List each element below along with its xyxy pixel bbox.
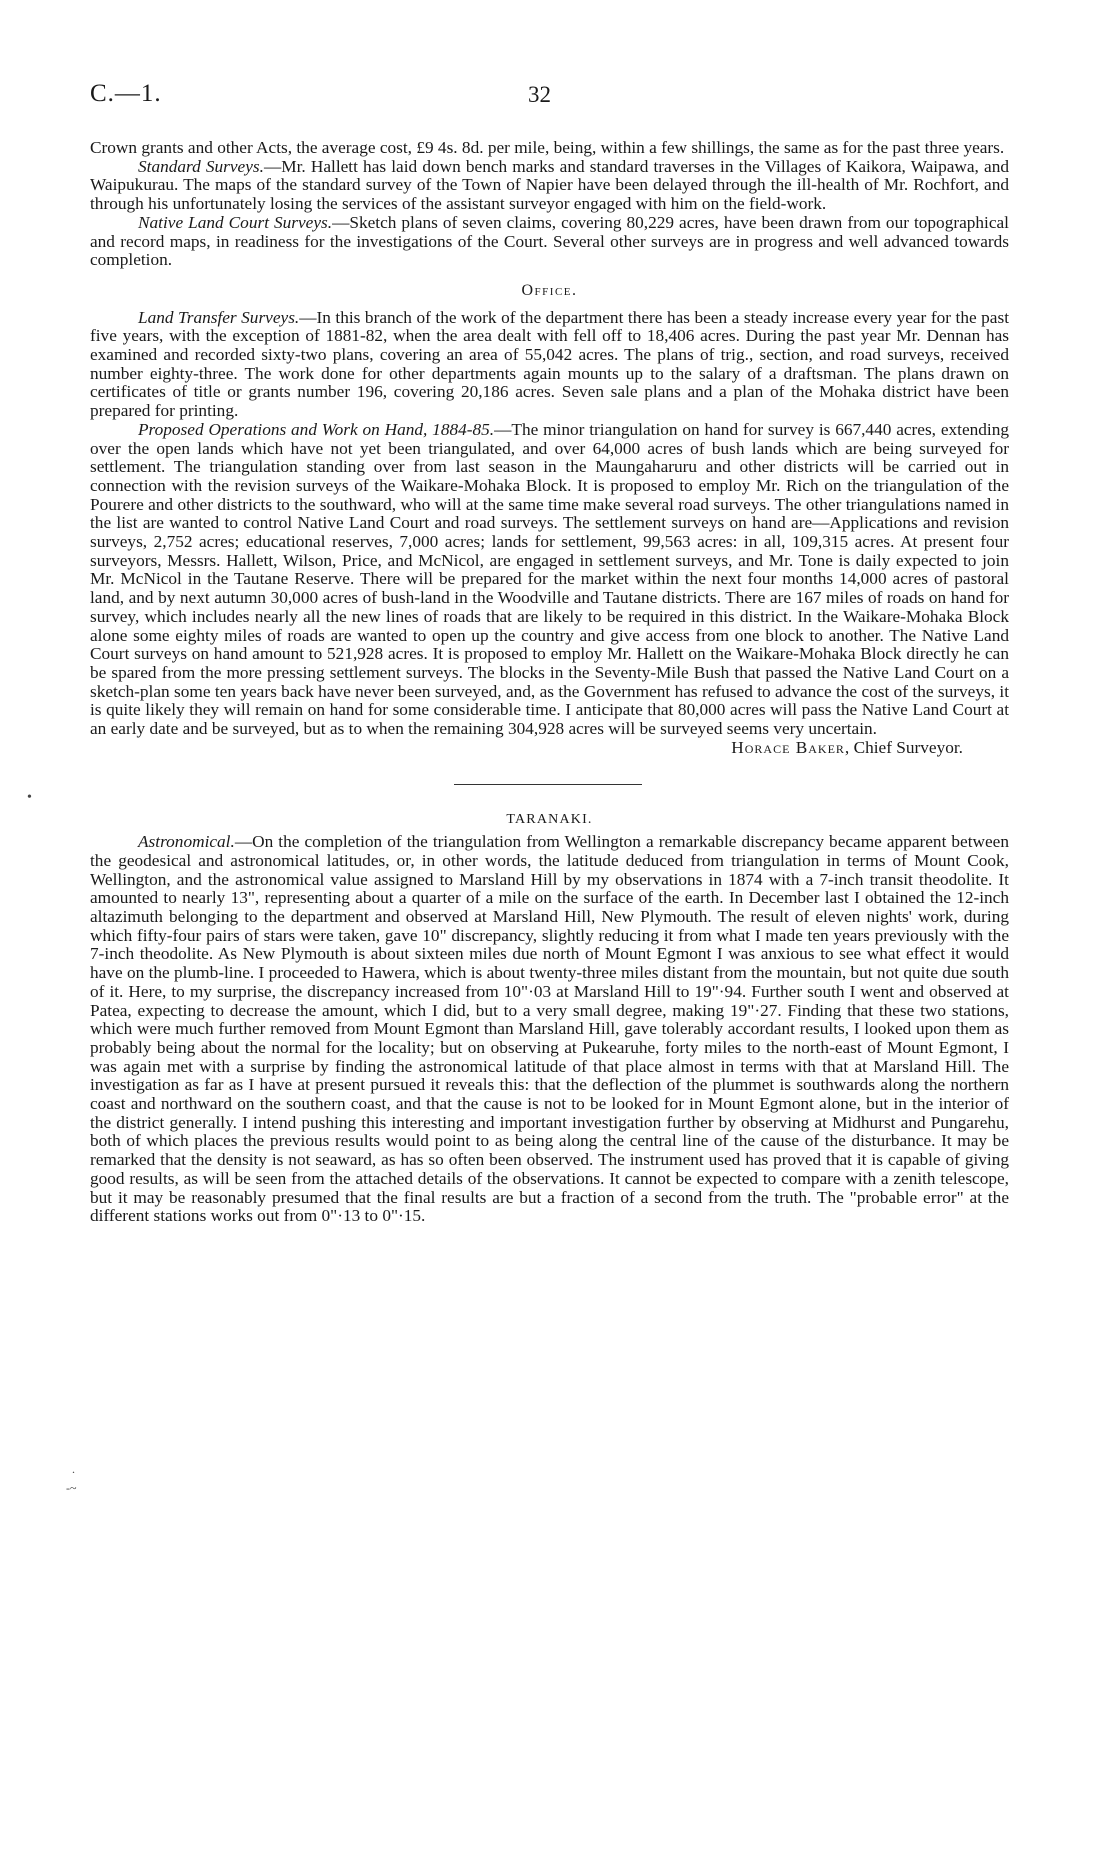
section-heading-text: TARANAKI. xyxy=(506,811,593,827)
margin-dot: • xyxy=(27,790,32,805)
signature-name: Horace Baker xyxy=(731,737,845,757)
paragraph-lead: Native Land Court Surveys. xyxy=(138,212,333,232)
paragraph: Crown grants and other Acts, the average cost, £9 4s. 8d. per mile, being, within a few shillings, the same as for the past three years. xyxy=(90,138,1005,157)
paragraph-lead: Proposed Operations and Work on Hand, 1884-85. xyxy=(138,419,495,439)
paragraph xyxy=(90,421,1009,739)
paragraph-text: —Sketch plans of seven claims, covering 80,229 acres, have been drawn from our topographical and record maps, in readiness for the investigations of the Court. Several other surveys are in progress and well advanced towards completion. xyxy=(90,212,1009,270)
paragraph xyxy=(90,214,1009,270)
section-heading-text: Office. xyxy=(521,281,578,299)
document-body xyxy=(90,139,1009,1226)
paragraph xyxy=(90,833,1009,1226)
paragraph-lead: Land Transfer Surveys. xyxy=(138,307,300,327)
page-header xyxy=(90,80,1010,120)
paragraph-text: —In this branch of the work of the department there has been a steady increase every year for the past five years, with the exception of 1881-82, when the area dealt with fell off to 18,406 acres. During the past year Mr. Dennan has examined and recorded sixty-two plans, covering an area of 55,042 acres. The plans of trig., section, and road surveys, received number eighty-three. The work done for other departments again mounts up to the salary of a draftsman. The plans drawn on certificates of title or grants number 196, covering 20,186 acres. Seven sale plans and a plan of the Mohaka district have been prepared for printing. xyxy=(90,307,1009,421)
margin-mark: . xyxy=(72,1462,75,1476)
signature-title: , Chief Surveyor. xyxy=(844,737,963,757)
document-reference: C.—1. xyxy=(90,80,162,107)
section-divider xyxy=(454,784,642,785)
margin-mark: -~ xyxy=(66,1481,77,1495)
paragraph xyxy=(90,309,1009,421)
page-number: 32 xyxy=(528,82,551,107)
signature xyxy=(90,739,1009,758)
section-heading xyxy=(90,282,1009,302)
paragraph-text: —The minor triangulation on hand for survey is 667,440 acres, extending over the open lands which have not yet been triangulated, and over 64,000 acres of bush lands which are being surveyed for settlement. The triangulation standing over from last season in the Maungaharuru and other districts will be carried out in connection with the revision surveys of the Waikare-Mohaka Block. It is proposed to employ Mr. Rich on the triangulation of the Pourere and other districts to the southward, who will at the same time make several road surveys. The other triangulations named in the list are wanted to control Native Land Court and road surveys. The settlement surveys on hand are—Applications and revision surveys, 2,752 acres; educational reserves, 7,000 acres; lands for settlement, 99,563 acres: in all, 109,315 acres. At present four surveyors, Messrs. Hallett, Wilson, Price, and McNicol, are engaged in settlement surveys, and Mr. Tone is daily expected to join Mr. McNicol in the Tautane Reserve. There will be prepared for the market within the next four months 14,000 acres of pastoral land, and by next autumn 30,000 acres of bush-land in the Woodville and Tautane districts. There are 167 miles of roads on hand for survey, which includes nearly all the new lines of roads that are likely to be required in this district. In the Waikare-Mohaka Block alone some eighty miles of roads are wanted to open up the country and give access from one block to another. The Native Land Court surveys on hand amount to 521,928 acres. It is proposed to employ Mr. Hallett on the Waikare-Mohaka Block directly he can be spared from the more pressing settlement surveys. The blocks in the Seventy-Mile Bush that passed the Native Land Court on a sketch-plan some ten years back have never been surveyed, and, as the Government has refused to advance the cost of the surveys, it is quite likely they will remain on hand for some considerable time. I anticipate that 80,000 acres will pass the Native Land Court at an early date and be surveyed, but as to when the remaining 304,928 acres will be surveyed seems very uncertain. xyxy=(90,419,1009,739)
paragraph-text: —On the completion of the triangulation from Wellington a remarkable discrepancy became apparent between the geodesical and astronomical latitudes, or, in other words, the latitude deduced from triangulation in terms of Mount Cook, Wellington, and the astronomical value assigned to Marsland Hill by my observations in 1874 with a 7-inch transit theodolite. It amounted to nearly 13", representing about a quarter of a mile on the surface of the earth. In December last I obtained the 12-inch altazimuth belonging to the department and observed at Marsland Hill, New Plymouth. The result of eleven nights' work, during which fifty-four pairs of stars were taken, gave 10" discrepancy, slightly reducing it from what I made ten years previously with the 7-inch theodolite. As New Plymouth is about sixteen miles due north of Mount Egmont I was anxious to see what effect it would have on the plumb-line. I proceeded to Hawera, which is about twenty-three miles distant from the mountain, but not quite due south of it. Here, to my surprise, the discrepancy increased from 10"·03 at Marsland Hill to 19"·94. Further south I went and observed at Patea, expecting to decrease the amount, which I did, but to a very small degree, making 19"·27. Finding that these two stations, which were much further removed from Mount Egmont than Marsland Hill, gave tolerably accordant results, I looked upon them as probably being about the normal for the locality; but on observing at Pukearuhe, forty miles to the north-east of Mount Egmont, I was again met with a surprise by finding the astronomical latitude of that place almost in terms with that at Marsland Hill. The investigation as far as I have at present pursued it reveals this: that the deflection of the plummet is southwards along the northern coast and northward on the southern coast, and that the cause is not to be looked for in Mount Egmont alone, but in the interior of the district generally. I intend pushing this interesting and important investigation further by observing at Midhurst and Pungarehu, both of which places the previous results would point to as being along the central line of the cause of the disturbance. It may be remarked that the density is not seaward, as has so often been observed. The instrument used has proved that it is capable of giving good results, as will be seen from the attached details of the observations. It cannot be expected to compare with a zenith telescope, but it may be reasonably presumed that the final results are but a fraction of a second from the truth. The "probable error" at the different stations works out from 0"·13 to 0"·15. xyxy=(90,832,1009,1226)
paragraph-text: —Mr. Hallett has laid down bench marks and standard traverses in the Villages of Kaikora, Waipawa, and Waipukurau. The maps of the standard survey of the Town of Napier have been delayed through the ill-health of Mr. Rochfort, and through his unfortunately losing the services of the assistant surveyor engaged with him on the field-work. xyxy=(90,156,1009,214)
paragraph-lead: Standard Surveys. xyxy=(138,156,264,176)
paragraph-lead: Astronomical. xyxy=(138,832,235,852)
section-heading xyxy=(90,811,1009,830)
paragraph xyxy=(90,158,1009,214)
